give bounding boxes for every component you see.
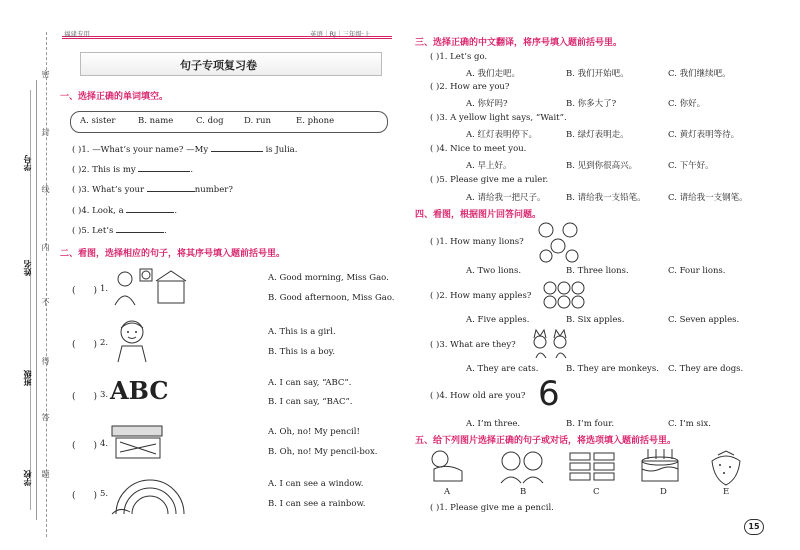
option-a: A. Oh, no! My pencil! [268, 427, 360, 437]
option-c: C. 黄灯表明等待。 [668, 130, 740, 140]
option-c: C. 我们继续吧。 [668, 69, 731, 79]
greeting-children-picture [497, 449, 547, 485]
answer-paren[interactable]: ( ) [72, 441, 98, 451]
translation-question: ( )5. Please give me a ruler. [430, 175, 549, 185]
section-5-title: 五、给下列图片选择正确的句子或对话，将选项填入题前括号里。 [415, 436, 677, 446]
field-name: 姓名 [23, 260, 32, 276]
option-a: A. 请给我一把尺子。 [466, 193, 546, 203]
picture-label: C [593, 487, 600, 497]
page-number: 15 [748, 522, 760, 531]
picture-question-number: 1. [100, 284, 109, 294]
header-right-tag: 英语｜RJ｜三年级·上 [310, 30, 371, 38]
option-b: B. I can see a rainbow. [268, 499, 366, 509]
option-c: C. Seven apples. [668, 315, 740, 325]
option-b: B. Oh, no! My pencil-box. [268, 447, 378, 457]
field-class: 班级 [23, 370, 32, 386]
option-a: A. This is a girl. [268, 327, 336, 337]
option-c: C. They are dogs. [668, 364, 744, 374]
picture-label: A [444, 487, 451, 497]
picture-answer-question: ( )1. How many lions? [430, 237, 524, 247]
picture-answer-question: ( )2. How many apples? [430, 291, 532, 301]
option-a: A. 你好吗? [466, 99, 508, 109]
answer-paren[interactable]: ( ) [72, 392, 98, 402]
option-c: C. 下午好。 [668, 161, 714, 171]
answer-blank[interactable] [126, 212, 174, 213]
fill-question-4: ( )4. Look, a . [72, 206, 178, 216]
page-number-badge [744, 519, 764, 535]
lion-picture [428, 449, 468, 485]
option-b: B. This is a boy. [268, 347, 336, 357]
picture-label: E [723, 487, 730, 497]
picture-question-number: 2. [100, 338, 109, 348]
lions-picture [536, 220, 586, 264]
word-options-box [70, 111, 388, 133]
option-b: B. Good afternoon, Miss Gao. [268, 293, 395, 303]
option-c: C. Four lions. [668, 266, 726, 276]
option-b: B. 见到你很高兴。 [566, 161, 638, 171]
fill-question-5: ( )5. Let’s . [72, 226, 167, 236]
option-b: B. I can say, “BAC”. [268, 397, 353, 407]
fill-question-1: ( )1. —What’s your name? —My is Julia. [72, 145, 298, 155]
rainbow-picture [110, 472, 190, 517]
option-b: B. They are monkeys. [566, 364, 659, 374]
section-1-title: 一、选择正确的单词填空。 [60, 92, 169, 102]
seal-char: 内 [41, 243, 50, 251]
translation-question: ( )4. Nice to meet you. [430, 144, 527, 154]
seal-char: 题 [41, 470, 50, 478]
field-school: 学校 [23, 470, 32, 486]
pencil-box-picture [108, 422, 168, 462]
section-3-title: 三、选择正确的中文翻译，将序号填入题前括号里。 [415, 38, 623, 48]
option-a: A. I can say, “ABC”. [268, 378, 352, 388]
number-six-picture: 6 [538, 374, 560, 414]
option-b: B. Six apples. [566, 315, 625, 325]
abc-picture: ABC [110, 376, 169, 405]
option-c: C. I’m six. [668, 419, 712, 429]
option-c: C. 你好。 [668, 99, 706, 109]
margin-solid-line [30, 90, 31, 510]
option-a: A. I can see a window. [268, 479, 364, 489]
answer-paren[interactable]: ( ) [72, 491, 98, 501]
option-a: A. 早上好。 [466, 161, 512, 171]
matching-question: ( )1. Please give me a pencil. [430, 503, 554, 513]
option-a: A. Two lions. [466, 266, 522, 276]
answer-blank[interactable] [116, 232, 164, 233]
answer-blank[interactable] [147, 191, 195, 192]
seal-char: 得 [41, 357, 50, 365]
option-b: B. I’m four. [566, 419, 615, 429]
option-b: B. 你多大了? [566, 99, 617, 109]
section-2-title: 二、看图，选择相应的句子，将其序号填入题前括号里。 [60, 249, 286, 259]
picture-label: B [520, 487, 527, 497]
translation-question: ( )1. Let’s go. [430, 52, 488, 62]
word-option: E. phone [296, 116, 335, 126]
option-c: C. 请给我一支钢笔。 [668, 193, 748, 203]
seal-char: 答 [41, 413, 50, 421]
word-option: D. run [244, 116, 271, 126]
cats-picture [530, 328, 574, 360]
option-a: A. Five apples. [466, 315, 530, 325]
word-option: A. sister [80, 116, 116, 126]
header-left-tag: 福建专用 [64, 30, 90, 38]
option-a: A. They are cats. [466, 364, 539, 374]
fill-question-3: ( )3. What’s your number? [72, 185, 233, 195]
boy-picture [112, 318, 162, 363]
answer-blank[interactable] [138, 171, 190, 172]
picture-question-number: 5. [100, 489, 109, 499]
translation-question: ( )3. A yellow light says, “Wait”. [430, 113, 567, 123]
teacher-morning-picture [110, 267, 190, 307]
pencils-picture [568, 449, 618, 485]
fill-question-2: ( )2. This is my . [72, 165, 194, 175]
word-option: C. dog [196, 116, 224, 126]
section-4-title: 四、看图，根据图片回答问题。 [415, 210, 542, 220]
apples-picture [542, 280, 592, 310]
seal-char: 封 [41, 128, 50, 136]
birthday-cake-picture [638, 447, 688, 485]
page-title: 句子专项复习卷 [180, 59, 257, 72]
field-student-number: 学号 [23, 155, 32, 171]
picture-question-number: 4. [100, 439, 109, 449]
option-a: A. 红灯表明停下。 [466, 130, 538, 140]
option-a: A. 我们走吧。 [466, 69, 521, 79]
option-b: B. Three lions. [566, 266, 629, 276]
seal-char: 密 [41, 70, 50, 78]
translation-question: ( )2. How are you? [430, 82, 510, 92]
margin-dashed-line [46, 32, 47, 537]
picture-answer-question: ( )3. What are they? [430, 340, 516, 350]
answer-paren[interactable]: ( ) [72, 286, 98, 296]
option-a: A. Good morning, Miss Gao. [268, 273, 389, 283]
answer-paren[interactable]: ( ) [72, 340, 98, 350]
option-b: B. 请给我一支铅笔。 [566, 193, 646, 203]
option-a: A. I’m three. [466, 419, 521, 429]
margin-line-1 [36, 80, 37, 520]
option-b: B. 我们开始吧。 [566, 69, 629, 79]
answer-blank[interactable] [211, 151, 263, 152]
picture-question-number: 3. [100, 390, 109, 400]
strawberry-picture [708, 449, 744, 487]
seal-char: 线 [41, 185, 50, 193]
seal-char: 不 [41, 298, 50, 306]
picture-label: D [660, 487, 667, 497]
option-b: B. 绿灯表明走。 [566, 130, 629, 140]
picture-answer-question: ( )4. How old are you? [430, 391, 526, 401]
word-option: B. name [138, 116, 174, 126]
